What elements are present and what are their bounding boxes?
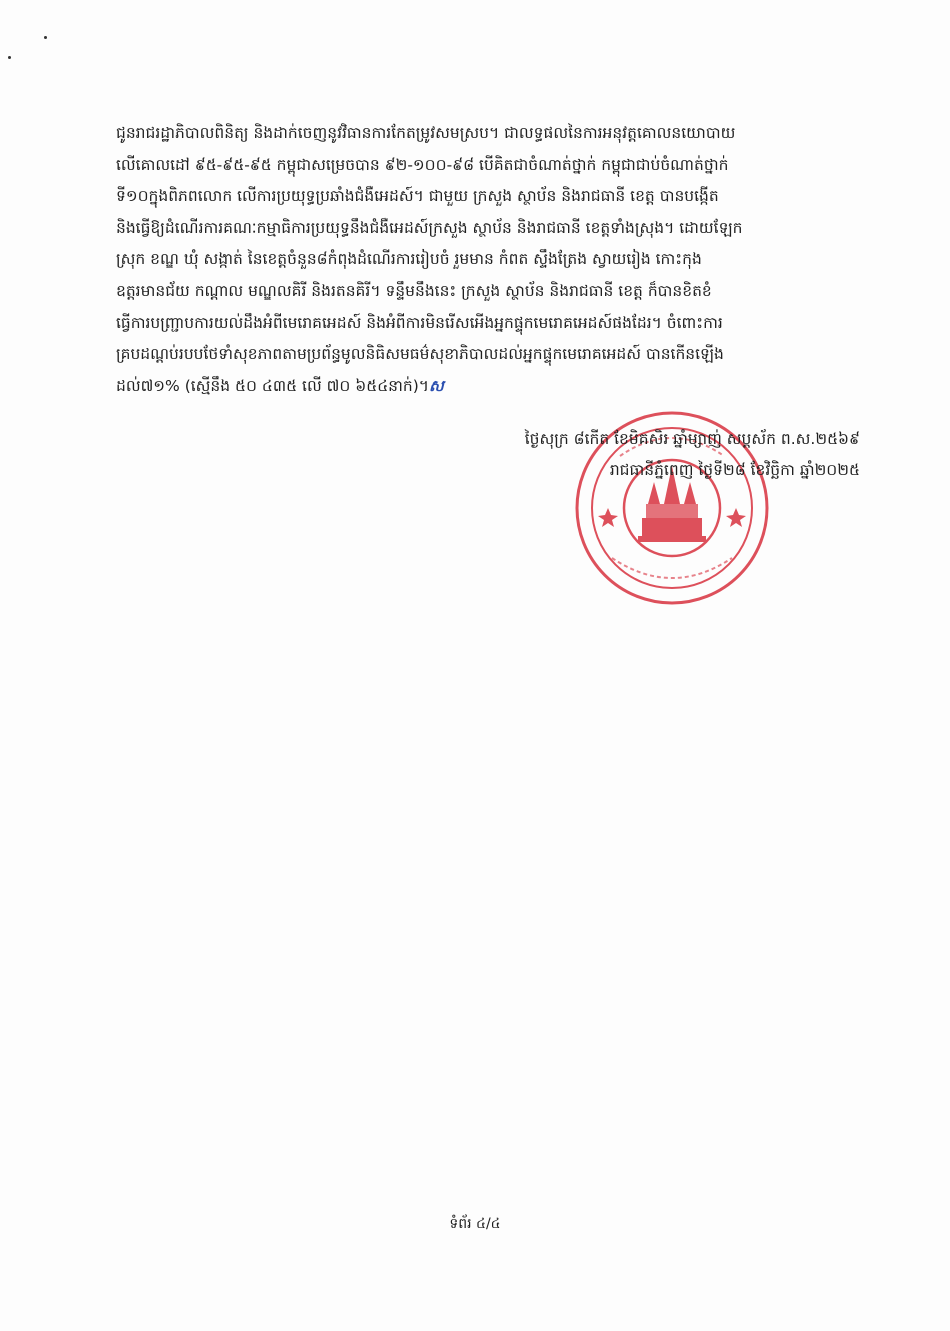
body-line: លើគោលដៅ ៩៥-៩៥-៩៥ កម្ពុជាសម្រេចបាន ៩២-១០០-៩៨ បើគិតជាចំណាត់ថ្នាក់ កម្ពុជាជាប់ចំណាត់ថ្នាក់ [116,155,729,174]
body-line: គ្របដណ្ដប់របបថែទាំសុខភាពតាមប្រព័ន្ធមូលនិធិសមធម៌សុខាភិបាលដល់អ្នកផ្ទុកមេរោគអេដស៍ បានកើនឡើង [116,345,724,364]
body-paragraph [116,118,858,402]
body-line: ធ្វើការបញ្ជ្រាបការយល់ដឹងអំពីមេរោគអេដស៍ និងអំពីការមិនរើសអើងអ្នកផ្ទុកមេរោគអេដស៍ផងដែរ។ ចំពោះការ [116,313,723,332]
date-block [440,424,860,486]
body-line: ទី១០ក្នុងពិភពលោក លើការប្រយុទ្ធប្រឆាំងជំងឺអេដស៍។ ជាមួយ ក្រសួង ស្ថាប័ន និងរាជធានី ខេត្ត បានបង្កើត [116,187,719,206]
scan-speck [44,36,47,39]
scan-speck [8,56,11,59]
date-solar: រាជធានីភ្នំពេញ ថ្ងៃទី២៨ ខែវិច្ឆិកា ឆ្នាំ២០២៥ [609,461,860,479]
handwritten-initials: ស [429,376,444,395]
body-line: ជូនរាជរដ្ឋាភិបាលពិនិត្យ និងដាក់ចេញនូវវិធានការកែតម្រូវសមស្រប។ ជាលទ្ធផលនៃការអនុវត្តគោលនយោបាយ [116,124,736,142]
body-line-last [116,371,858,403]
body-line: ឧត្តរមានជ័យ កណ្ដាល មណ្ឌលគិរី និងរតនគិរី។ ទន្ទឹមនឹងនេះ ក្រសួង ស្ថាប័ន និងរាជធានី ខេត្ត ក៏បានខិតខំ [116,281,712,300]
date-lunar: ថ្ងៃសុក្រ ៨កើត ខែមិគសិរ ឆ្នាំម្សាញ់ សប្តស័ក ព.ស.២៥៦៩ [524,430,860,448]
body-line-text: ដល់៧១% (ស្មើនឹង ៥០ ៤៣៥ លើ ៧០ ៦៥៤នាក់)។ [116,376,430,395]
page-number: ទំព័រ ៤/៤ [449,1216,501,1232]
body-line: និងធ្វើឱ្យដំណើរការគណៈកម្មាធិការប្រយុទ្ធនឹងជំងឺអេដស៍ក្រសួង ស្ថាប័ន និងរាជធានី ខេត្តទាំងស្រុង។ ដោយឡែក [116,218,743,237]
body-line: ស្រុក ខណ្ឌ ឃុំ សង្កាត់ នៃខេត្តចំនួន៨កំពុងដំណើរការរៀបចំ រួមមាន កំពត ស្ទឹងត្រែង ស្វាយរៀង កោះកុង [116,250,702,269]
